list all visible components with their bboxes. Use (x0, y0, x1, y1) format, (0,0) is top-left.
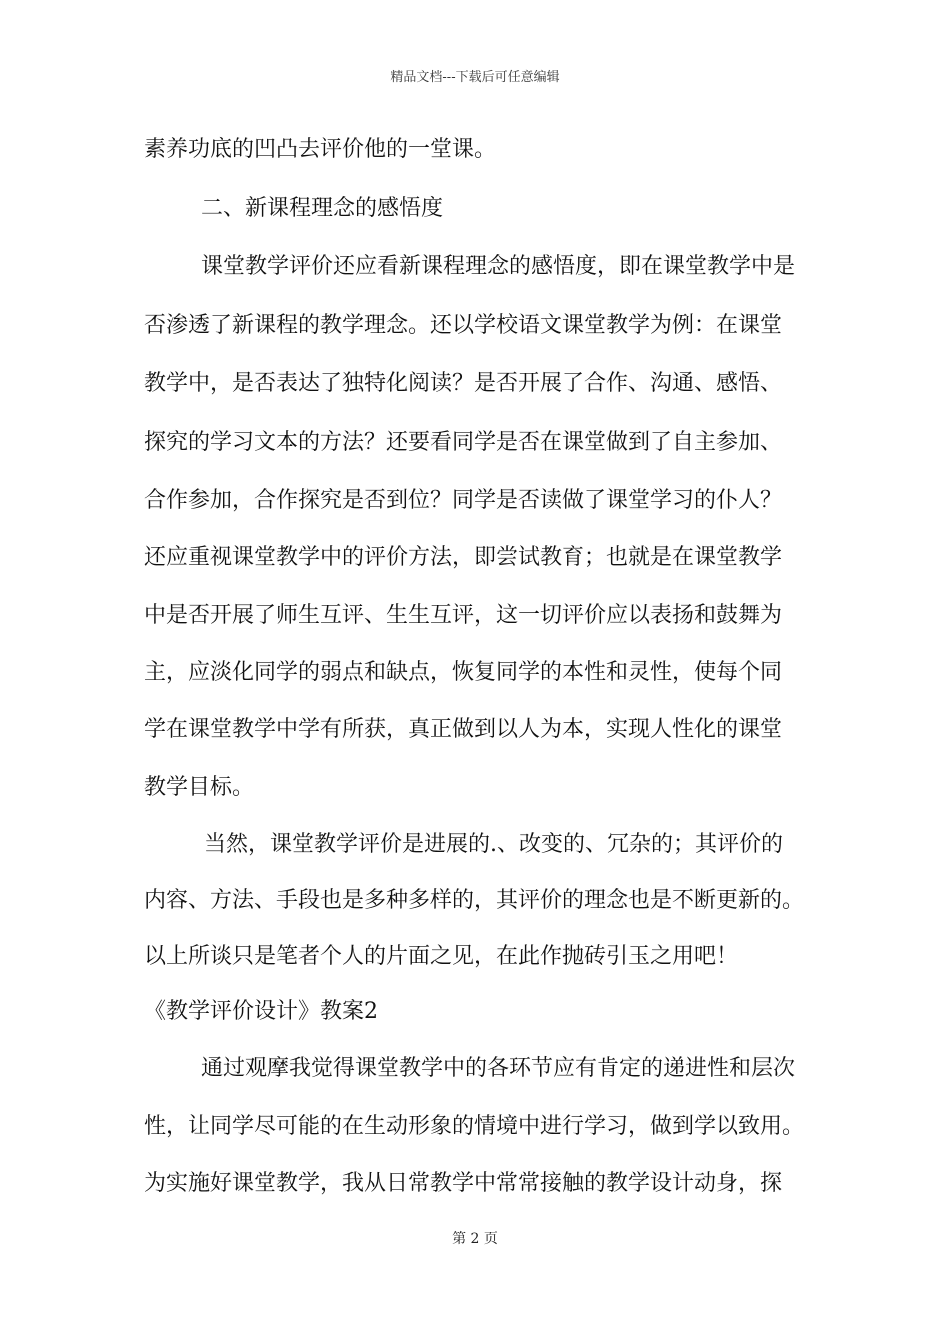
text-line: 还应重视课堂教学中的评价方法，即尝试教育；也就是在课堂教学 (144, 545, 783, 570)
text-line: 课堂教学评价还应看新课程理念的感悟度，即在课堂教学中是 (201, 254, 796, 279)
text-line: 学在课堂教学中学有所获，真正做到以人为本，实现人性化的课堂 (144, 717, 783, 742)
text-line: 素养功底的凹凸去评价他的一堂课。 (144, 137, 497, 162)
document-title: 《教学评价设计》教案2 (144, 999, 378, 1024)
text-line: 否渗透了新课程的教学理念。还以学校语文课堂教学为例：在课堂 (144, 313, 783, 338)
text-line: 主，应淡化同学的弱点和缺点，恢复同学的本性和灵性，使每个同 (144, 660, 783, 685)
text-line: 探究的学习文本的方法？还要看同学是否在课堂做到了自主参加、 (144, 430, 783, 455)
text-line: 内容、方法、手段也是多种多样的，其评价的理念也是不断更新的。 (144, 888, 805, 913)
text-line: 中是否开展了师生互评、生生互评，这一切评价应以表扬和鼓舞为 (144, 603, 783, 628)
text-line: 教学中，是否表达了独特化阅读？是否开展了合作、沟通、感悟、 (144, 371, 783, 396)
text-line: 以上所谈只是笔者个人的片面之见，在此作抛砖引玉之用吧！ (144, 944, 739, 969)
page-number: 第 2 页 (452, 1231, 498, 1247)
text-line: 通过观摩我觉得课堂教学中的各环节应有肯定的递进性和层次 (201, 1056, 796, 1081)
text-line: 性，让同学尽可能的在生动形象的情境中进行学习，做到学以致用。 (144, 1114, 805, 1139)
text-line: 当然，课堂教学评价是进展的.、改变的、冗杂的；其评价的 (204, 832, 783, 857)
text-line: 合作参加，合作探究是否到位？同学是否读做了课堂学习的仆人？ (144, 488, 783, 513)
text-line: 教学目标。 (144, 775, 255, 800)
section-heading: 二、新课程理念的感悟度 (201, 196, 444, 221)
text-line: 为实施好课堂教学，我从日常教学中常常接触的教学设计动身，探 (144, 1171, 783, 1196)
page-header: 精品文档---下载后可任意编辑 (390, 70, 560, 85)
